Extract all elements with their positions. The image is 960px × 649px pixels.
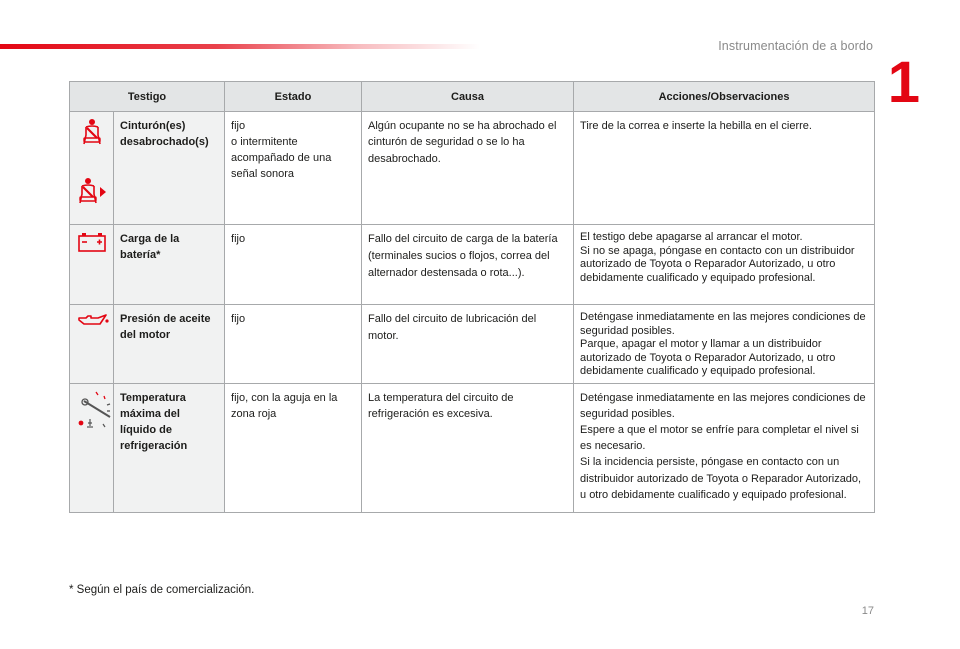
action-text: Deténgase inmediatamente en las mejores condiciones de seguridad posibles. Espere a que el motor se enfríe para completar el nivel si es necesario. Si la incidencia persiste, póngase en contacto con un distribuidor autorizado de Toyota o Reparador Autorizado, u otro debidamente cualificado y equipado profesional. [580, 391, 866, 501]
chapter-number: 1 [887, 50, 920, 115]
header-accent-bar [0, 44, 480, 49]
warning-cause: La temperatura del circuito de refrigeración es excesiva. [362, 383, 574, 512]
column-header-testigo: Testigo [70, 82, 225, 112]
icon-cell [70, 225, 114, 305]
coolant-temperature-icon [76, 421, 116, 433]
warning-action [574, 305, 875, 384]
warning-state: fijo [225, 305, 362, 384]
table-row [70, 305, 875, 384]
battery-icon [77, 244, 107, 256]
column-header-causa: Causa [362, 82, 574, 112]
oil-can-icon [76, 320, 110, 332]
warning-name: Temperatura máxima del líquido de refrigeración [114, 383, 225, 512]
warning-action: Tire de la correa e inserte la hebilla en el cierre. [574, 112, 875, 225]
warning-name: Cinturón(es) desabrochado(s) [114, 112, 225, 225]
warning-lights-table [69, 81, 875, 513]
warning-action [574, 383, 875, 512]
seatbelt-icon [80, 118, 104, 151]
column-header-acciones: Acciones/Observaciones [574, 82, 875, 112]
table-header-row [70, 82, 875, 112]
warning-name: Presión de aceite del motor [114, 305, 225, 384]
page-number: 17 [861, 605, 874, 617]
icon-cell [70, 383, 114, 512]
table-row [70, 383, 875, 512]
table-row [70, 225, 875, 305]
warning-name: Carga de la batería* [114, 225, 225, 305]
icon-cell [70, 305, 114, 384]
warning-state [225, 112, 362, 225]
state-text: fijo o intermitente acompañado de una señal sonora [231, 120, 332, 180]
footnote: * Según el país de comercialización. [69, 584, 255, 596]
action-text: Deténgase inmediatamente en las mejores condiciones de seguridad posibles. Parque, apagar el motor y llamar a un distribuidor autorizado de Toyota o Reparador Autorizado, u otro debidamente cualificado y equipado profesional. [580, 311, 866, 377]
action-text: El testigo debe apagarse al arrancar el motor. Si no se apaga, póngase en contacto con un distribuidor autorizado de Toyota o Reparador Autorizado, u otro debidamente cualificado y equipado profesional. [580, 231, 855, 284]
warning-state: fijo [225, 225, 362, 305]
icon-cell [70, 112, 114, 225]
warning-cause: Algún ocupante no se ha abrochado el cinturón de seguridad o se lo ha desabrochado. [362, 112, 574, 225]
table-row [70, 112, 875, 225]
warning-cause: Fallo del circuito de lubricación del motor. [362, 305, 574, 384]
seatbelt-arrow-icon [77, 177, 107, 210]
warning-cause: Fallo del circuito de carga de la batería (terminales sucios o flojos, correa del alternador destensada o rota...). [362, 225, 574, 305]
warning-state: fijo, con la aguja en la zona roja [225, 383, 362, 512]
section-title: Instrumentación de a bordo [718, 39, 873, 53]
column-header-estado: Estado [225, 82, 362, 112]
warning-action [574, 225, 875, 305]
